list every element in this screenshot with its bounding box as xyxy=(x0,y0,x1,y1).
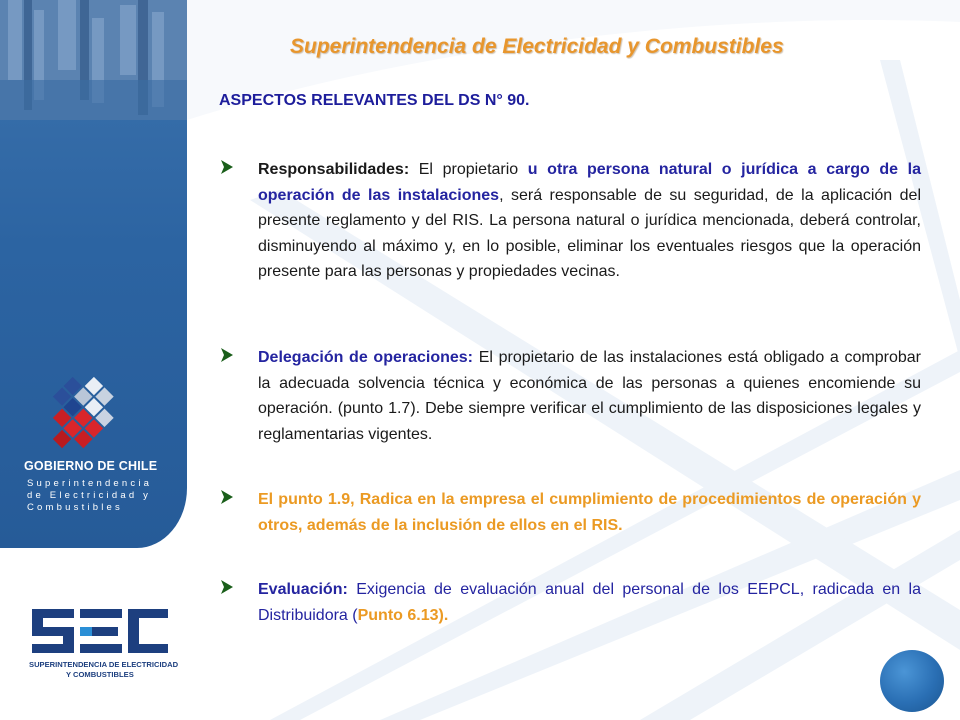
bullet-text-segment: El propietario de las instalaciones está obligado a comprobar la adecuada solvencia técnica y económica de las personas a quienes encomiende su operación. (punto 1.7). Debe siempre verificar el cumplimiento de las disposiciones legales y reglamentarias vigentes. xyxy=(258,349,921,443)
bullet-text xyxy=(258,345,921,447)
bullet-label-delegacion: Delegación de operaciones: xyxy=(258,349,474,366)
bullet-text xyxy=(258,577,921,628)
arrow-bullet-icon xyxy=(219,159,235,175)
decorative-orb xyxy=(880,650,944,712)
page-title: Superintendencia de Electricidad y Combustibles xyxy=(290,35,784,58)
bullet-text-segment: Exigencia de evaluación anual del personal de los EEPCL, radicada en la Distribuidora ( xyxy=(258,581,921,624)
sec-logo-caption: Y COMBUSTIBLES xyxy=(66,670,134,679)
bullet-text-segment: , será responsable de su seguridad, de la aplicación del presente reglamento y del RIS. La persona natural o jurídica mencionada, deberá controlar, disminuyendo al máximo y, en lo posible, eliminar los eventuales riesgos que la operación presente para las personas y propiedades vecinas. xyxy=(258,186,922,280)
arrow-bullet-icon xyxy=(219,347,235,363)
bullet-label-evaluacion: Evaluación: xyxy=(258,581,348,598)
government-subtitle-line: de Electricidad y xyxy=(27,490,152,501)
arrow-bullet-icon xyxy=(219,579,235,595)
sec-logo-caption: SUPERINTENDENCIA DE ELECTRICIDAD xyxy=(29,660,179,669)
bullet-label-responsabilidades: Responsabilidades: xyxy=(258,161,410,178)
government-name: GOBIERNO DE CHILE xyxy=(24,459,158,473)
government-emblem-icon xyxy=(38,370,130,460)
sec-logo xyxy=(30,607,170,657)
bullet-highlight: u otra persona natural o jurídica a cargo de la operación de las instalaciones xyxy=(258,161,921,204)
section-heading: ASPECTOS RELEVANTES DEL DS N° 90. xyxy=(219,92,530,109)
government-subtitle-line: Combustibles xyxy=(27,502,123,513)
bullet-item xyxy=(219,345,921,447)
bullet-text xyxy=(258,487,921,538)
bullet-highlight-orange: Punto 6.13). xyxy=(357,606,449,624)
bullet-item xyxy=(219,487,921,538)
bullet-item xyxy=(219,577,921,628)
bullet-highlight-orange: El punto 1.9, Radica en la empresa el cumplimiento de procedimientos de operación y otros, además de la inclusión de ellos en el RIS. xyxy=(258,491,921,534)
government-subtitle-line: Superintendencia xyxy=(27,478,153,489)
bullet-item xyxy=(219,157,921,285)
arrow-bullet-icon xyxy=(219,489,235,505)
bullet-text-segment: El propietario xyxy=(409,161,528,178)
bullet-text xyxy=(258,157,921,285)
